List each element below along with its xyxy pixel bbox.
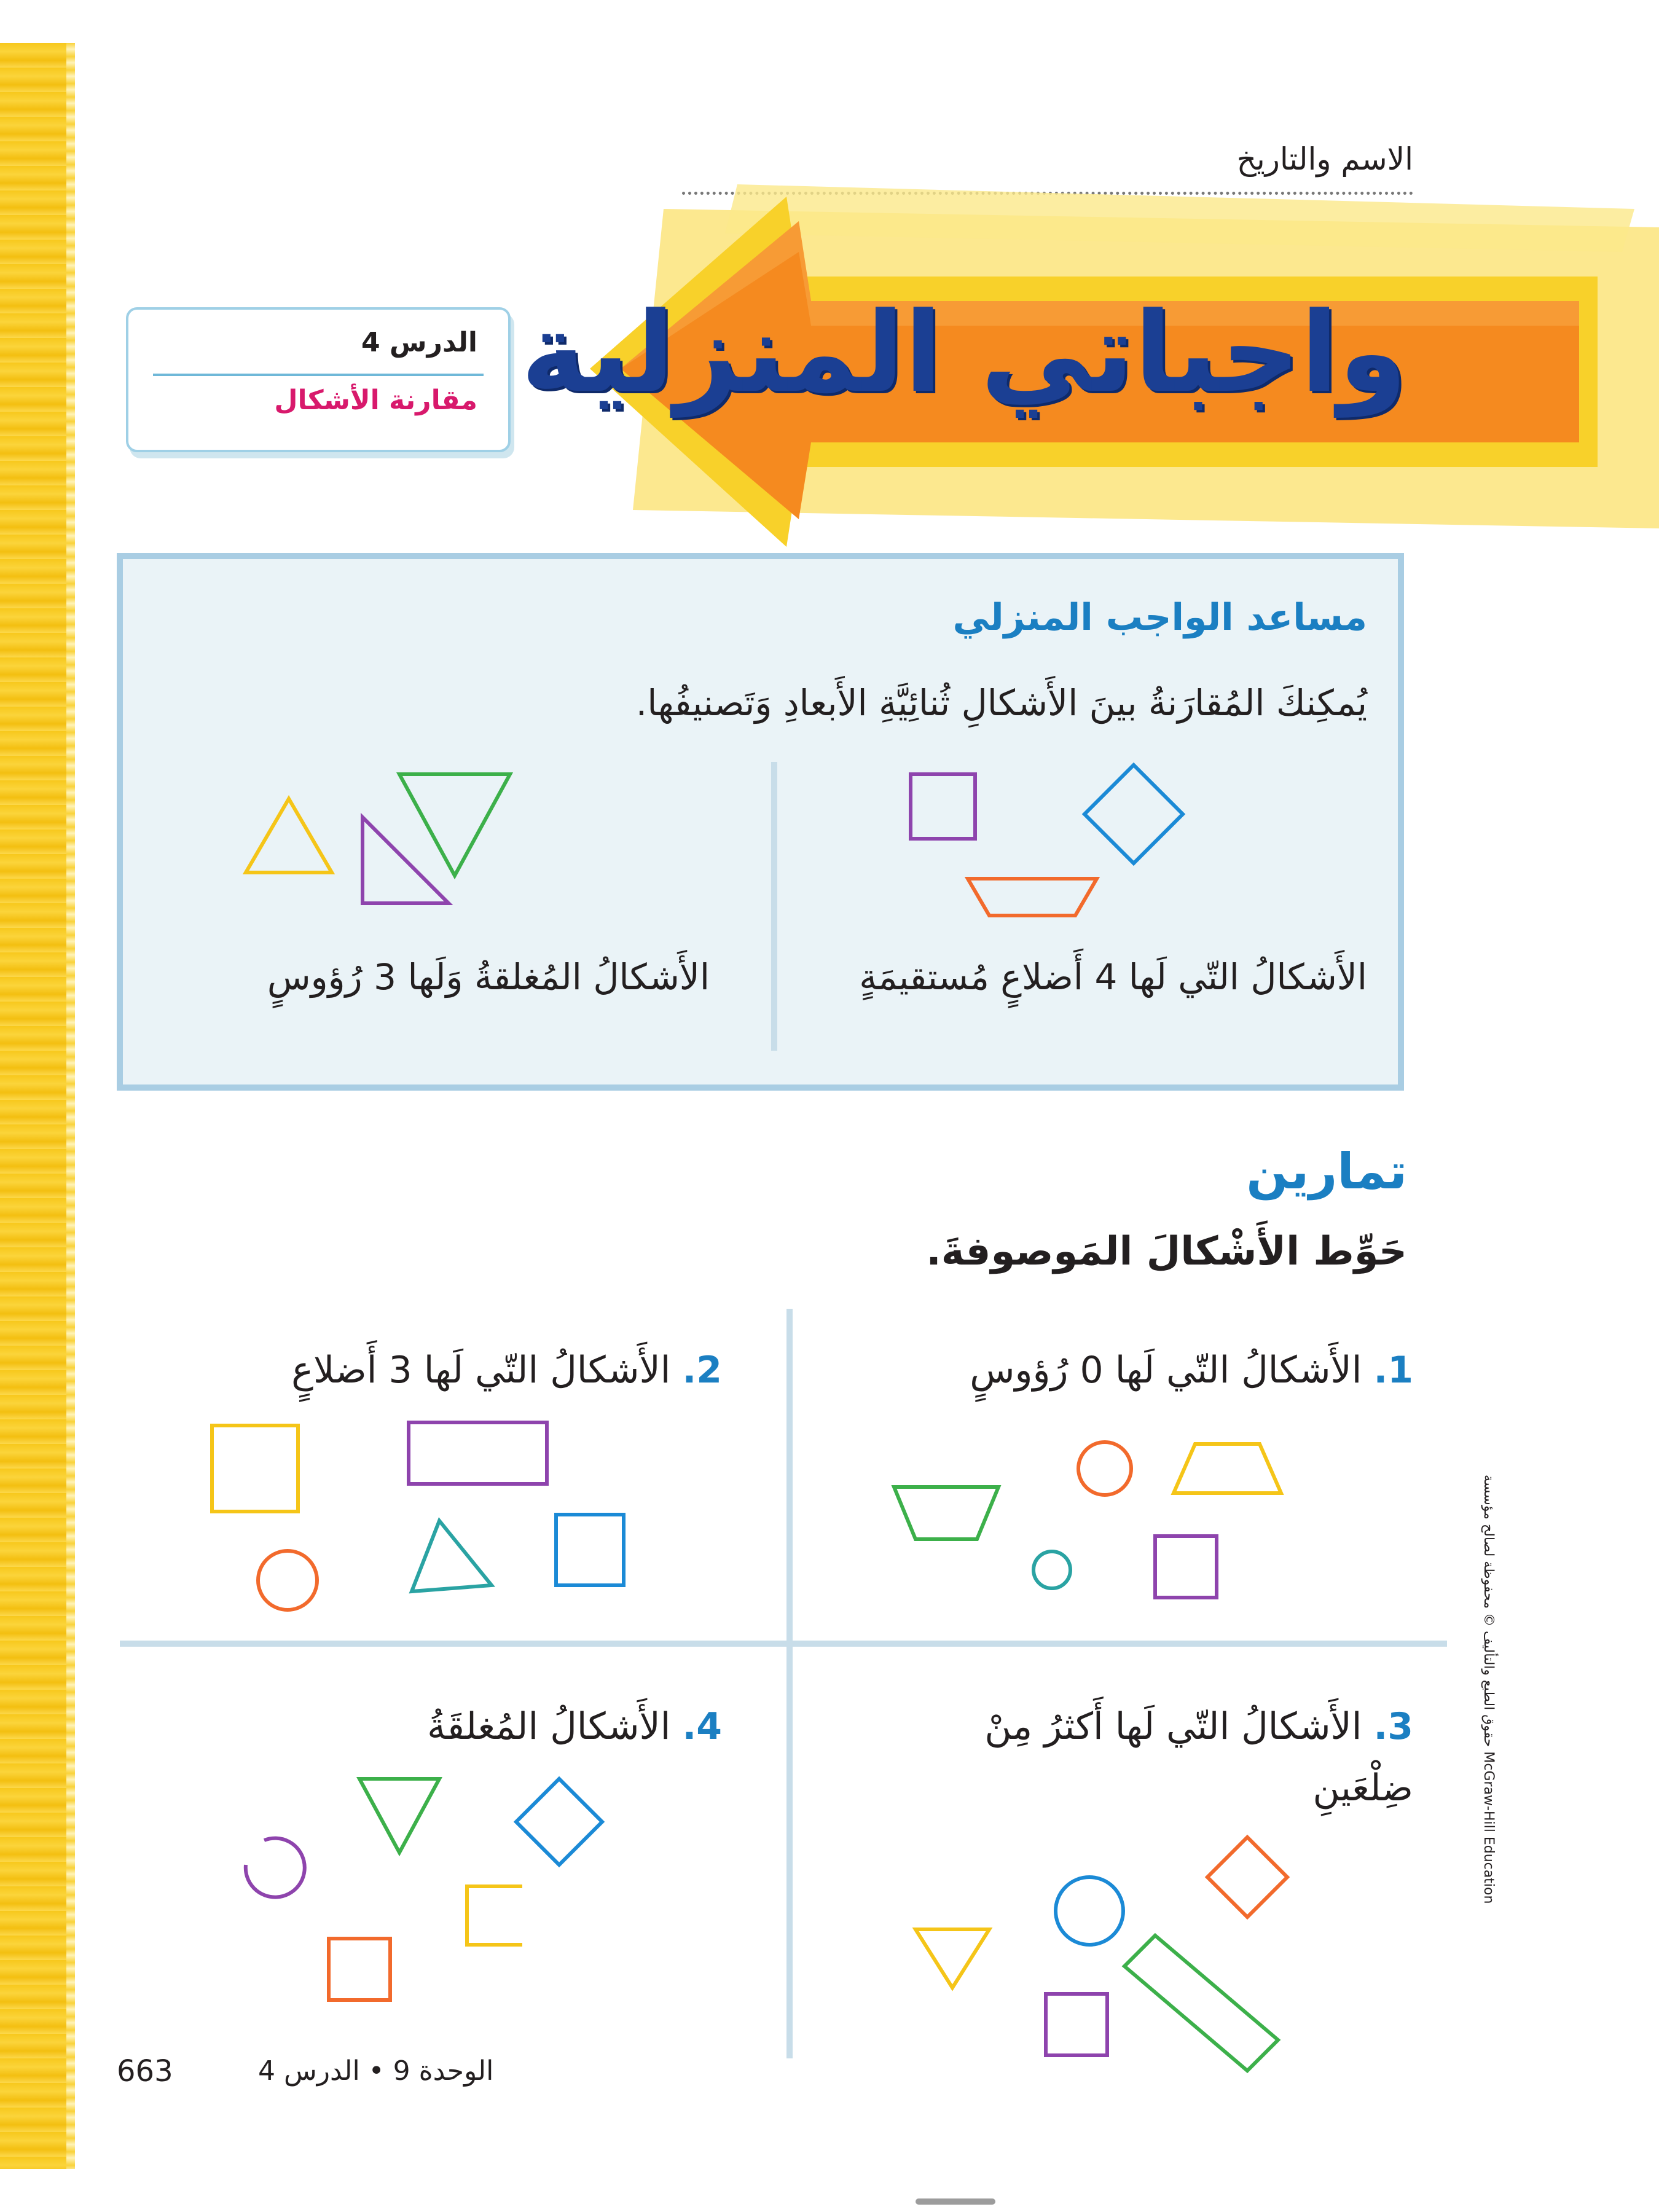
purple-square: [911, 774, 975, 839]
blue-square[interactable]: [556, 1515, 624, 1585]
green-inverted-triangle[interactable]: [359, 1779, 439, 1853]
exercise-number: 2.: [682, 1349, 722, 1392]
exercise-label: الأَشكالُ التّي لَها 3 أَضلاعٍ: [291, 1349, 671, 1392]
teal-circle[interactable]: [1033, 1551, 1070, 1588]
helper-four-sided-shapes: [891, 762, 1260, 946]
yellow-square[interactable]: [212, 1426, 298, 1512]
lesson-name: مقارنة الأشكال: [274, 385, 477, 416]
purple-square[interactable]: [1046, 1994, 1107, 2055]
helper-title: مساعد الواجب المنزلي: [952, 596, 1367, 639]
exercise-3: [897, 1696, 1413, 1819]
exercise-2-shapes: [203, 1413, 670, 1634]
exercise-3-shapes: [903, 1825, 1321, 2083]
exercise-1-shapes: [885, 1426, 1327, 1622]
blue-diamond[interactable]: [516, 1779, 602, 1865]
exercise-number: 4.: [682, 1705, 722, 1748]
exercises-instruction: حَوِّط الأَشْكالَ المَوصوفةَ.: [926, 1229, 1407, 1274]
orange-diamond[interactable]: [1207, 1837, 1287, 1917]
teal-triangle[interactable]: [412, 1521, 492, 1591]
exercise-number: 1.: [1373, 1349, 1413, 1392]
yellow-open-square[interactable]: [467, 1886, 522, 1945]
blue-circle[interactable]: [1056, 1877, 1123, 1945]
exercise-1: [897, 1339, 1413, 1401]
purple-rectangle[interactable]: [409, 1422, 547, 1484]
green-rotated-rectangle[interactable]: [1124, 1936, 1278, 2071]
exercise-4-shapes: [221, 1763, 639, 2009]
exercise-4: [206, 1696, 722, 1757]
lesson-tag: [126, 307, 511, 452]
exercise-grid-vertical-divider: [786, 1309, 793, 2058]
page-title: واجباتي المنزلية: [520, 289, 1407, 417]
orange-circle[interactable]: [258, 1551, 317, 1610]
yellow-triangle: [246, 799, 332, 873]
orange-square[interactable]: [329, 1939, 390, 2000]
page-number: 663: [117, 2054, 173, 2088]
orange-circle[interactable]: [1078, 1442, 1131, 1495]
copyright-text: حقوق الطبع والتأليف © محفوظة لصالح مؤسسة McGraw-Hill Education: [1481, 1475, 1496, 1904]
crayon-border: [0, 43, 73, 2169]
yellow-inverted-triangle[interactable]: [916, 1929, 989, 1988]
orange-trapezoid: [968, 879, 1097, 916]
home-indicator[interactable]: [916, 2198, 995, 2205]
helper-text: يُمكِنكَ المُقارَنةُ بينَ الأَشكالِ ثُنائِيَّةِ الأَبعادِ وَتَصنيفُها.: [635, 682, 1367, 724]
purple-right-triangle: [363, 817, 449, 903]
crayon-border-edge: [66, 43, 75, 2169]
helper-caption-three-vertices: الأَشكالُ المُغلقةُ وَلَها 3 رُؤوسٍ: [267, 956, 710, 998]
exercise-label: الأَشكالُ المُغلقَةُ: [427, 1705, 671, 1748]
exercise-label: الأَشكالُ التّي لَها أَكثرُ مِنْ ضِلْعَينِ: [984, 1705, 1413, 1810]
green-trapezoid[interactable]: [894, 1487, 998, 1539]
footer-unit-lesson: الوحدة 9 • الدرس 4: [258, 2055, 494, 2087]
exercises-title: تمارين: [1246, 1143, 1407, 1200]
purple-square[interactable]: [1155, 1536, 1217, 1598]
exercise-2: [206, 1339, 722, 1401]
name-date-label: الاسم والتاريخ: [1236, 141, 1413, 177]
homework-helper-box: [117, 553, 1404, 1091]
blue-diamond: [1084, 765, 1183, 863]
copyright-notice: [1472, 1475, 1508, 1966]
exercise-label: الأَشكالُ التّي لَها 0 رُؤوسٍ: [970, 1349, 1362, 1392]
helper-divider: [771, 762, 777, 1051]
green-inverted-triangle: [399, 774, 510, 876]
exercise-number: 3.: [1373, 1705, 1413, 1748]
helper-three-vertex-shapes: [240, 768, 621, 928]
purple-open-arc[interactable]: [246, 1838, 305, 1897]
exercise-grid-horizontal-divider: [120, 1641, 1447, 1647]
helper-caption-four-sides: الأَشكالُ التّي لَها 4 أَضلاعٍ مُستقيمَةٍ: [859, 956, 1367, 998]
lesson-divider: [153, 374, 484, 376]
yellow-trapezoid[interactable]: [1174, 1444, 1281, 1493]
lesson-number: الدرس 4: [361, 327, 477, 358]
